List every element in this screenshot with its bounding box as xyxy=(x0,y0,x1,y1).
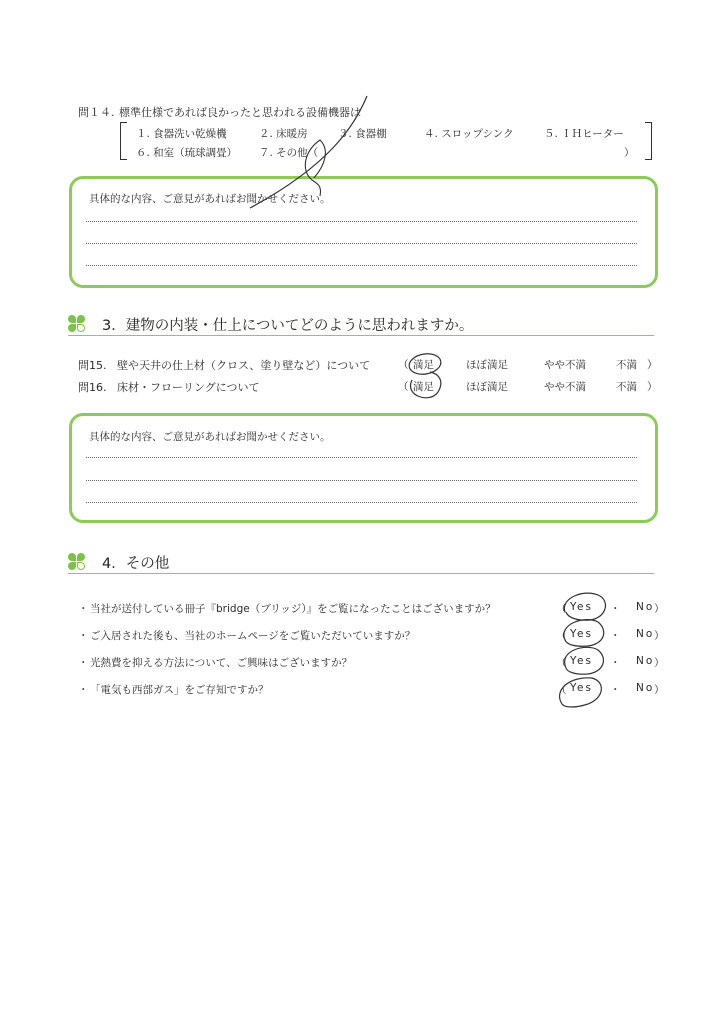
s4-q1-separator: ・ xyxy=(610,603,621,615)
comment-line xyxy=(86,221,637,222)
q14-question: 標準仕様であれば良かったと思われる設備機器は xyxy=(119,106,361,119)
bullet: ・ xyxy=(78,603,89,615)
comment-line xyxy=(86,502,637,503)
q14-bracket-left xyxy=(120,122,127,160)
s4-q4-no[interactable]: No xyxy=(636,682,655,694)
q16-question: 床材・フローリングについて xyxy=(117,381,260,394)
q14-bracket-right xyxy=(645,122,652,160)
q14-comment-box[interactable] xyxy=(69,176,658,288)
section3-comment-box[interactable] xyxy=(69,413,658,523)
bullet: ・ xyxy=(78,630,89,642)
s4-q4-yes[interactable]: Yes xyxy=(570,682,593,694)
q14-option-1[interactable]: １. 食器洗い乾燥機 xyxy=(136,128,227,140)
q16-option-somewhat-dissatisfied[interactable]: やや不満 xyxy=(544,381,586,393)
s4-q3-text: 光熱費を抑える方法について、ご興味はございますか？ xyxy=(90,657,353,669)
clover-icon xyxy=(68,315,90,333)
comment-line xyxy=(86,457,637,458)
q16-option-mostly-satisfied[interactable]: ほぼ満足 xyxy=(466,381,508,393)
q15-option-dissatisfied[interactable]: 不満 xyxy=(616,359,637,371)
comment-line xyxy=(86,243,637,244)
q15-option-mostly-satisfied[interactable]: ほぼ満足 xyxy=(466,359,508,371)
q14-option-4[interactable]: ４. スロップシンク xyxy=(424,128,514,140)
s4-q1-open-paren: （ xyxy=(556,603,567,615)
s4-q1-yes[interactable]: Yes xyxy=(570,601,593,613)
comment-line xyxy=(86,480,637,481)
q15-label: 問15. xyxy=(78,359,107,372)
s4-q3-close-paren: ） xyxy=(654,657,665,669)
q16-open-paren: （ xyxy=(398,381,409,393)
bullet: ・ xyxy=(78,684,89,696)
s4-q4-open-paren: （ xyxy=(556,684,567,696)
s4-q3-separator: ・ xyxy=(610,657,621,669)
s4-q2-text: ご入居された後も、当社のホームページをご覧いただいていますか？ xyxy=(90,630,416,642)
s4-q2-yes[interactable]: Yes xyxy=(570,628,593,640)
s4-q2-close-paren: ） xyxy=(654,630,665,642)
q14-option-5[interactable]: ５. ＩＨヒーター xyxy=(544,128,624,140)
s4-q2-open-paren: （ xyxy=(556,630,567,642)
q16-close-paren: ） xyxy=(647,381,658,393)
q16-option-dissatisfied[interactable]: 不満 xyxy=(616,381,637,393)
q15-close-paren: ） xyxy=(647,359,658,371)
q15-option-somewhat-dissatisfied[interactable]: やや不満 xyxy=(544,359,586,371)
section3-rule xyxy=(68,335,654,336)
q14-option-7-other[interactable]: ７. その他（ xyxy=(259,147,319,159)
section3-comment-prompt: 具体的な内容、ご意見があればお聞かせください。 xyxy=(89,431,331,443)
s4-q3-yes[interactable]: Yes xyxy=(570,655,593,667)
q14-label: 問１４. xyxy=(78,106,115,119)
q14-other-close: ） xyxy=(624,147,635,159)
s4-q3-no[interactable]: No xyxy=(636,655,655,667)
q14-option-2[interactable]: ２. 床暖房 xyxy=(259,128,308,140)
section4-title: 4．その他 xyxy=(102,556,170,572)
s4-q2-separator: ・ xyxy=(610,630,621,642)
q16-label: 問16. xyxy=(78,381,107,394)
s4-q2-no[interactable]: No xyxy=(636,628,655,640)
s4-q3-open-paren: （ xyxy=(556,657,567,669)
q15-open-paren: （ xyxy=(398,359,409,371)
q15-question: 壁や天井の仕上材（クロス、塗り壁など）について xyxy=(117,359,371,372)
s4-q4-separator: ・ xyxy=(610,684,621,696)
section4-rule xyxy=(68,573,654,574)
clover-icon xyxy=(68,553,90,571)
s4-q1-close-paren: ） xyxy=(654,603,665,615)
q14-option-6[interactable]: ６. 和室（琉球調畳） xyxy=(136,147,238,159)
q16-option-satisfied[interactable]: 満足 xyxy=(413,381,434,393)
comment-line xyxy=(86,265,637,266)
bullet: ・ xyxy=(78,657,89,669)
q14-comment-prompt: 具体的な内容、ご意見があればお聞かせください。 xyxy=(89,193,331,205)
s4-q1-text: 当社が送付している冊子『bridge（ブリッジ）』をご覧になったことはございますか？ xyxy=(90,603,496,615)
s4-q4-text: 「電気も西部ガス」をご存知ですか？ xyxy=(90,684,269,696)
q15-option-satisfied[interactable]: 満足 xyxy=(413,359,434,371)
section3-title: 3．建物の内装・仕上についてどのように思われますか。 xyxy=(102,318,474,334)
s4-q1-no[interactable]: No xyxy=(636,601,655,613)
q14-option-3[interactable]: ３. 食器棚 xyxy=(338,128,387,140)
s4-q4-close-paren: ） xyxy=(654,684,665,696)
